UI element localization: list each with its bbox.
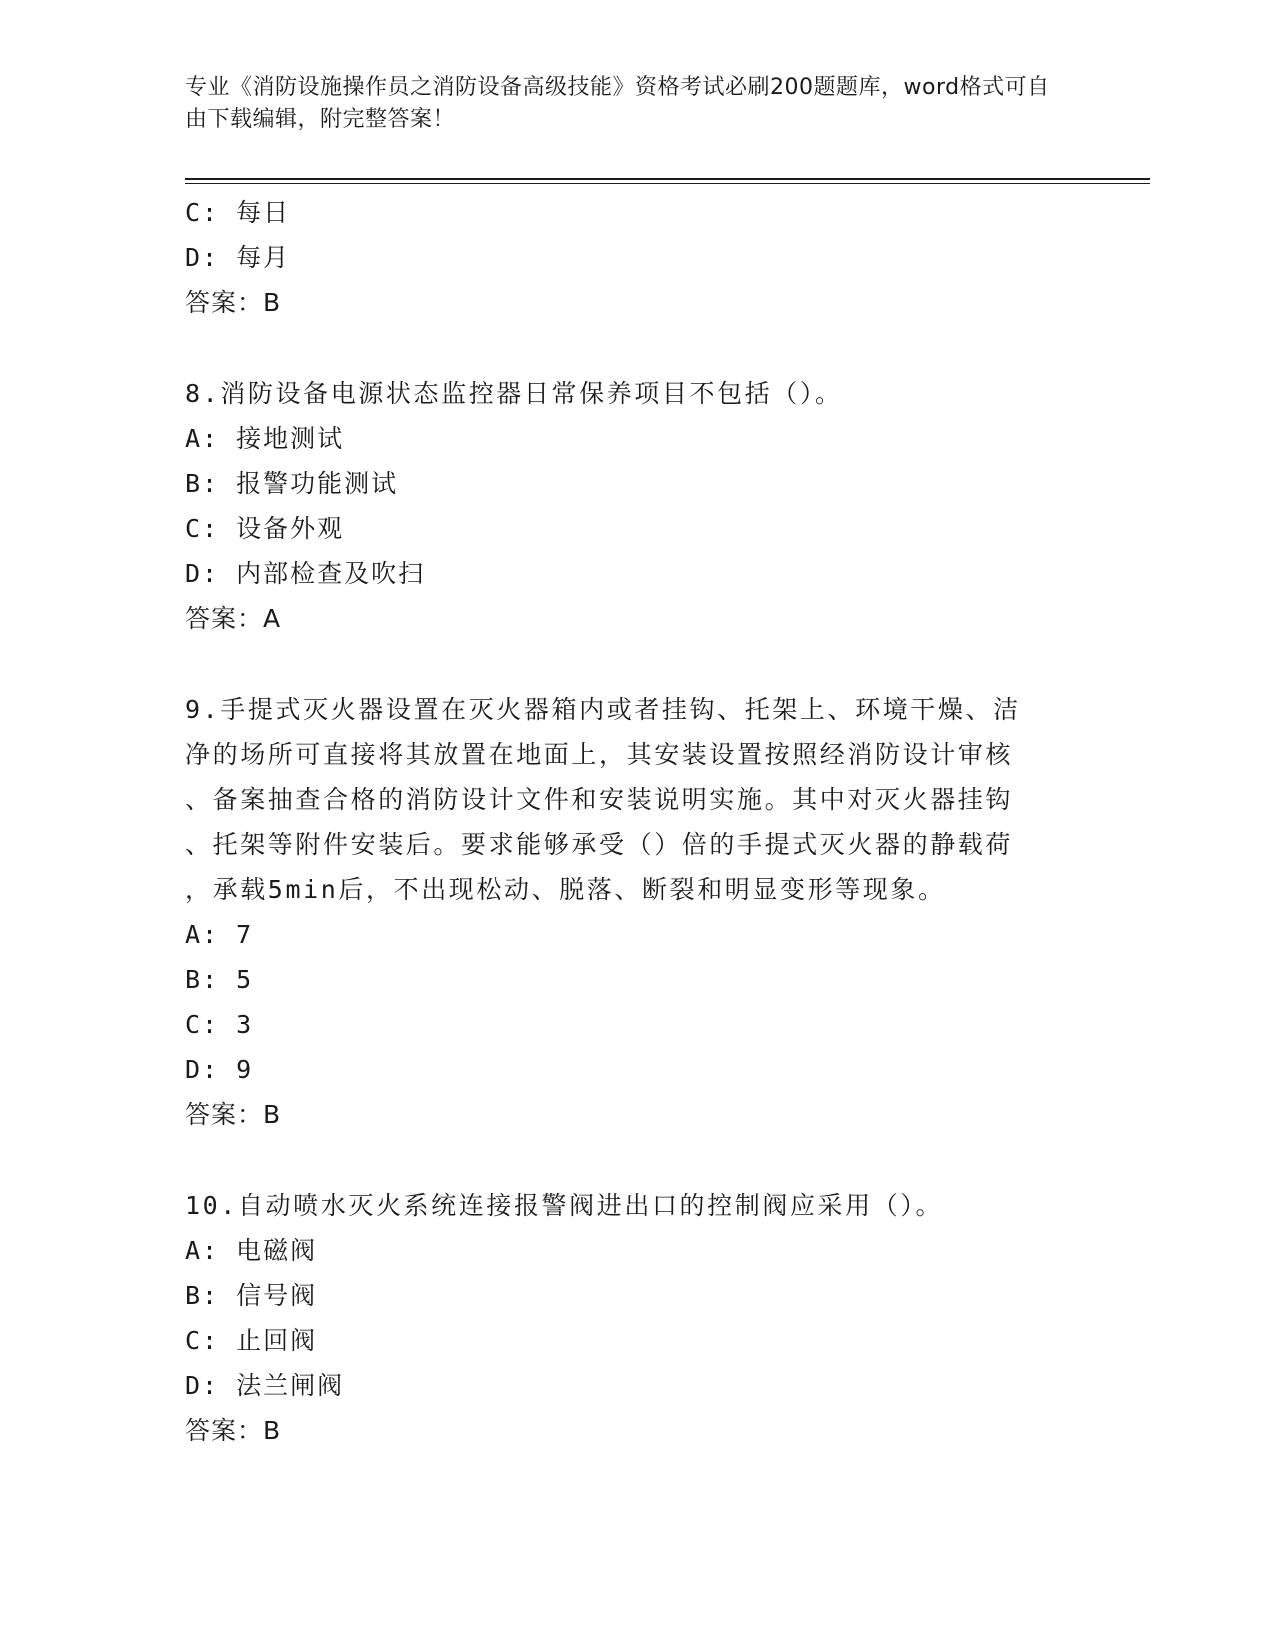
answer: 答案：B: [185, 288, 282, 317]
question-stem-line: 、备案抽查合格的消防设计文件和安装说明实施。其中对灭火器挂钩: [185, 785, 1014, 814]
question-stem: 8.消防设备电源状态监控器日常保养项目不包括（）。: [185, 379, 843, 408]
page-header: 专业《消防设施操作员之消防设备高级技能》资格考试必刷200题题库，word格式可自由下载编辑，附完整答案！: [185, 75, 1050, 132]
option-d: D: 法兰闸阀: [185, 1371, 345, 1400]
option-b: B: 报警功能测试: [185, 469, 399, 498]
option-c: C: 3: [185, 1010, 254, 1039]
answer: 答案：A: [185, 604, 282, 633]
option-d: D: 内部检查及吹扫: [185, 559, 426, 588]
option-b: B: 5: [185, 965, 254, 994]
question-10: [185, 1183, 1065, 1453]
question-stem-line: 、托架等附件安装后。要求能够承受（）倍的手提式灭火器的静载荷: [185, 830, 1014, 859]
question-stem-line: 净的场所可直接将其放置在地面上，其安装设置按照经消防设计审核: [185, 740, 1014, 769]
question-7-continued: [185, 190, 1065, 325]
document-body: [185, 190, 1065, 1453]
option-d: D: 每月: [185, 243, 291, 272]
option-c: C: 设备外观: [185, 514, 345, 543]
header-divider-thin: [185, 183, 1150, 184]
question-stem-line: ，承载5min后，不出现松动、脱落、断裂和明显变形等现象。: [185, 875, 946, 904]
question-8: [185, 371, 1065, 641]
answer: 答案：B: [185, 1100, 282, 1129]
header-divider: [185, 178, 1150, 180]
answer: 答案：B: [185, 1416, 282, 1445]
question-stem-line: 9.手提式灭火器设置在灭火器箱内或者挂钩、托架上、环境干燥、洁: [185, 695, 1021, 724]
option-a: A: 7: [185, 920, 254, 949]
option-c: C: 止回阀: [185, 1326, 318, 1355]
spacer: [185, 1137, 1065, 1183]
option-c: C: 每日: [185, 198, 291, 227]
spacer: [185, 325, 1065, 371]
option-a: A: 接地测试: [185, 424, 345, 453]
option-a: A: 电磁阀: [185, 1236, 318, 1265]
spacer: [185, 641, 1065, 687]
option-d: D: 9: [185, 1055, 254, 1084]
question-stem: 10.自动喷水灭火系统连接报警阀进出口的控制阀应采用（）。: [185, 1191, 944, 1220]
option-b: B: 信号阀: [185, 1281, 318, 1310]
question-9: [185, 687, 1065, 1137]
